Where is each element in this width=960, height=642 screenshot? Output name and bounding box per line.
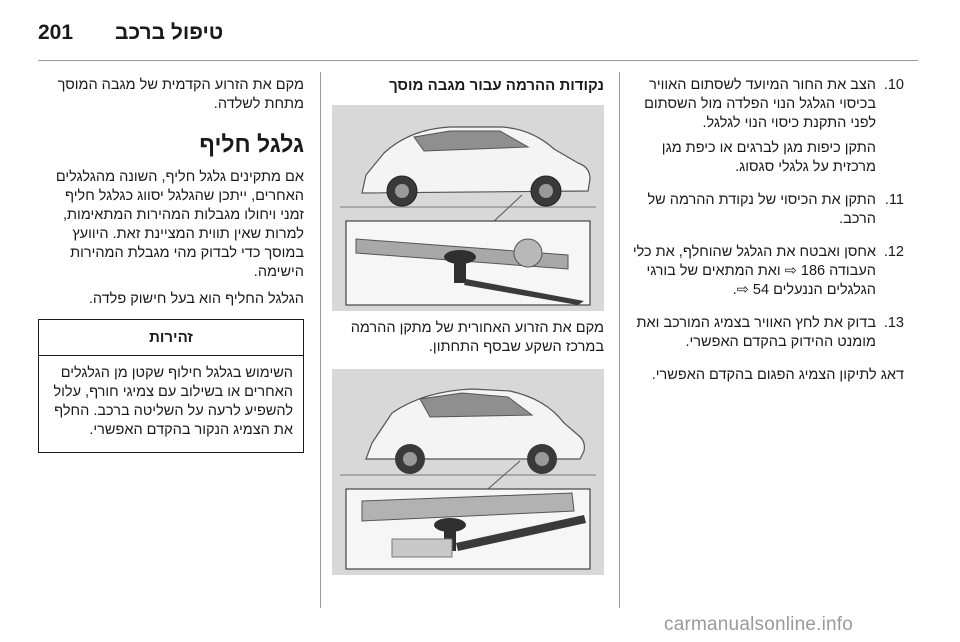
step-body — [630, 76, 876, 183]
step-body — [630, 243, 876, 306]
step-number: 12. — [883, 244, 904, 260]
right-column — [630, 76, 904, 385]
front-lift-instruction: מקם את הזרוע הקדמית של מגבה המוסך מתחת לשלדה. — [57, 77, 304, 112]
caution-box — [38, 319, 304, 453]
step-paragraph: הצב את החור המיועד לשסתום האוויר בכיסוי הגלגל הנוי הפלדה מול השסתום לפני התקנת כיסוי הנוי לגלגל. — [644, 77, 876, 131]
column-divider-right — [619, 72, 620, 608]
caution-body: השימוש בגלגל חילוף שקטן מן הגלגלים האחרים או בשילוב עם צמיגי חורף, עלול להשפיע לרעה על השליטה ברכב. החלף את הצמיג הנקור בהקדם האפשרי. — [53, 365, 293, 438]
spare-wheel-heading: גלגל חליף — [199, 131, 304, 157]
step-12 — [630, 243, 904, 306]
step-10 — [630, 76, 904, 183]
step-paragraph: התקן את הכיסוי של נקודת ההרמה של הרכב. — [647, 192, 876, 227]
step-paragraph: בדוק את לחץ האוויר בצמיג המורכב ואת מומנט ההידוק בהקדם האפשרי. — [636, 315, 876, 350]
page-number: 201 — [38, 21, 74, 44]
step-number: 11. — [884, 192, 904, 208]
chapter-title: טיפול ברכב — [115, 21, 224, 44]
middle-column — [332, 76, 604, 583]
lift-points-heading: נקודות ההרמה עבור מגבה מוסך — [389, 77, 604, 94]
figure-front-lift-point — [332, 369, 604, 575]
car-lift-illustration-1 — [332, 105, 604, 311]
step-body — [630, 314, 876, 358]
step-number: 13. — [883, 315, 904, 331]
watermark: carmanualsonline.info — [664, 614, 854, 635]
step-body — [630, 191, 876, 235]
spare-wheel-paragraph-1: אם מתקינים גלגל חליף, השונה מהגלגלים האחרים, ייתכן שהגלגל יסווג כגלגל חליף זמני ויחולו מגבלות המהירות המתאימות, למרות שאין תווית המציינת זאת. היוועץ במוסך כדי לבדוק מהי מגבלת המהירות הישימה. — [55, 169, 304, 280]
step-paragraph: התקן כיפות מגן לברגים או כיפת מגן מרכזית על גלגלי סגסוג. — [661, 140, 876, 175]
figure-rear-lift-point — [332, 105, 604, 311]
header-rule — [38, 60, 918, 61]
column-divider-left — [320, 72, 321, 608]
step-paragraph: אחסן ואבטח את הגלגל שהוחלף, את כלי העבודה 186 ⇨ ואת המתאים של בורגי הגלגלים הננעלים 54 ⇨. — [632, 244, 876, 298]
step-number: 10. — [883, 77, 904, 93]
figure-1-caption: מקם את הזרוע האחורית של מתקן ההרמה במרכז השקע שבסף התחתון. — [350, 320, 604, 355]
spare-wheel-paragraph-2: הגלגל החליף הוא בעל חישוק פלדה. — [88, 291, 304, 307]
page-header — [38, 18, 918, 48]
step-13 — [630, 314, 904, 358]
caution-title: זהירות — [39, 320, 303, 356]
car-lift-illustration-2 — [332, 369, 604, 575]
closing-note: דאג לתיקון הצמיג הפגום בהקדם האפשרי. — [651, 367, 904, 383]
left-column — [38, 76, 304, 453]
step-11 — [630, 191, 904, 235]
